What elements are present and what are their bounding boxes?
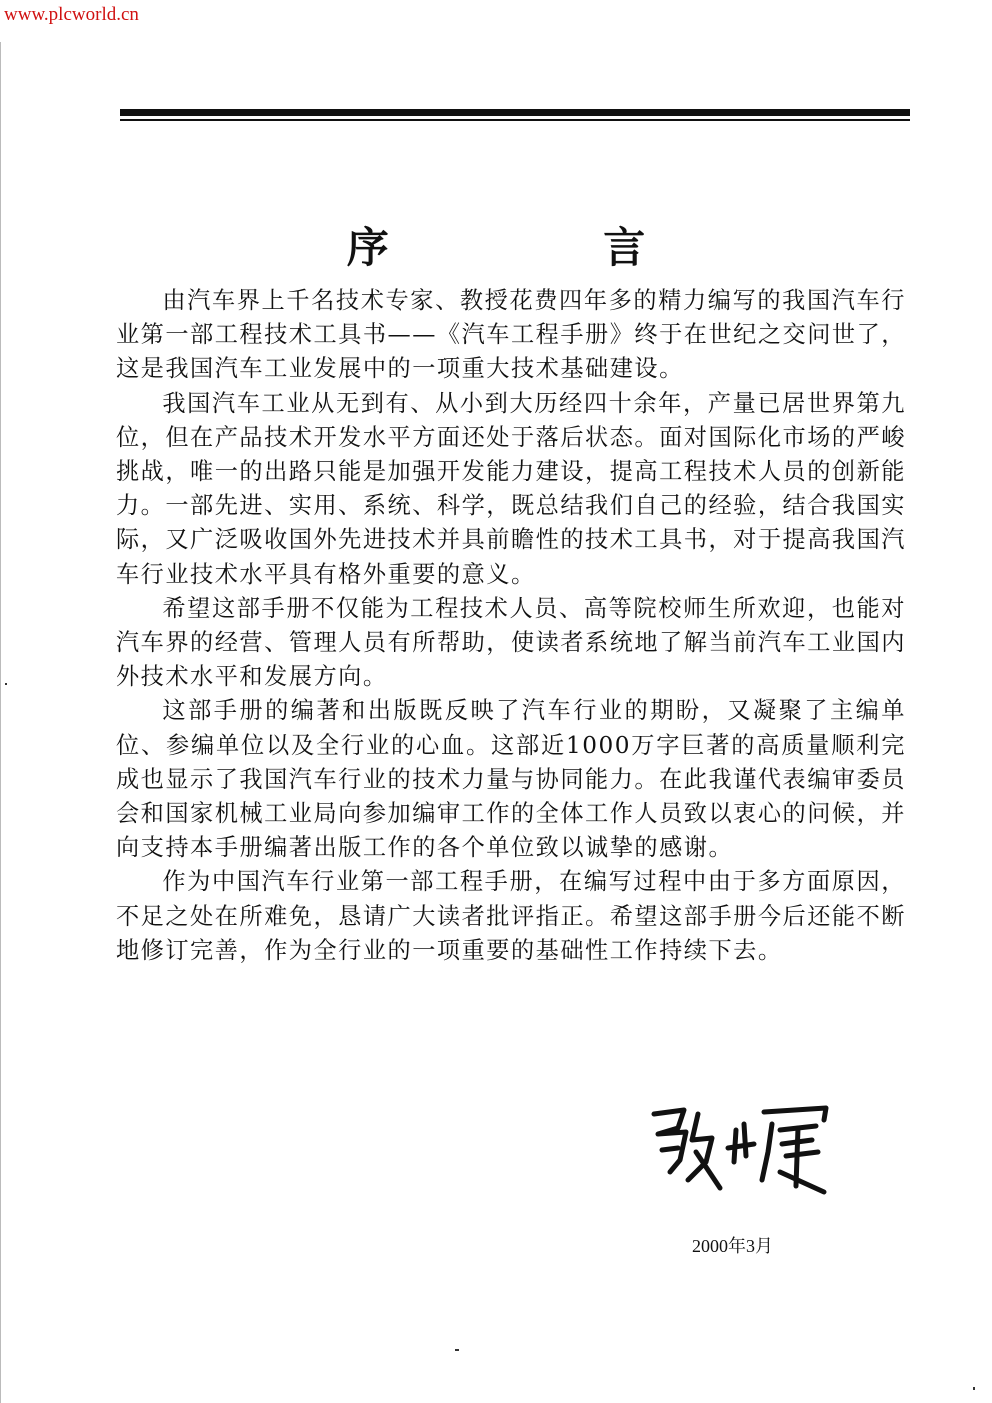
date-line: 2000年3月 [692, 1236, 773, 1256]
paragraph-2: 我国汽车工业从无到有、从小到大历经四十余年，产量已居世界第九位，但在产品技术开发水平方面还处于落后状态。面对国际化市场的严峻挑战，唯一的出路只能是加强开发能力建设，提高工程技术人员的创新能力。一部先进、实用、系统、科学，既总结我们自己的经验，结合我国实际，又广泛吸收国外先进技术并具前瞻性的技术工具书，对于提高我国汽车行业技术水平具有格外重要的意义。 [116, 389, 906, 588]
scan-speck [455, 1349, 459, 1351]
paragraph-1: 由汽车界上千名技术专家、教授花费四年多的精力编写的我国汽车行业第一部工程技术工具书——《汽车工程手册》终于在世纪之交问世了，这是我国汽车工业发展中的一项重大技术基础建设。 [116, 287, 906, 383]
header-rule-thin [120, 119, 910, 121]
preface-body [116, 284, 906, 968]
paragraph-5: 作为中国汽车行业第一部工程手册，在编写过程中由于多方面原因，不足之处在所难免，恳请广大读者批评指正。希望这部手册今后还能不断地修订完善，作为全行业的一项重要的基础性工作持续下去。 [116, 868, 906, 964]
page-title: 序 言 [346, 223, 746, 272]
header-rule-thick [120, 109, 910, 116]
scan-speck [973, 1387, 975, 1390]
scan-speck [5, 683, 7, 685]
handwritten-signature [640, 1100, 840, 1200]
paragraph-4: 这部手册的编著和出版既反映了汽车行业的期盼，又凝聚了主编单位、参编单位以及全行业的心血。这部近1000万字巨著的高质量顺利完成也显示了我国汽车行业的技术力量与协同能力。在此我谨代表编审委员会和国家机械工业局向参加编审工作的全体工作人员致以衷心的问候，并向支持本手册编著出版工作的各个单位致以诚挚的感谢。 [116, 697, 906, 862]
paragraph-3: 希望这部手册不仅能为工程技术人员、高等院校师生所欢迎，也能对汽车界的经营、管理人员有所帮助，使读者系统地了解当前汽车工业国内外技术水平和发展方向。 [116, 594, 906, 691]
watermark-url: www.plcworld.cn [4, 4, 139, 25]
